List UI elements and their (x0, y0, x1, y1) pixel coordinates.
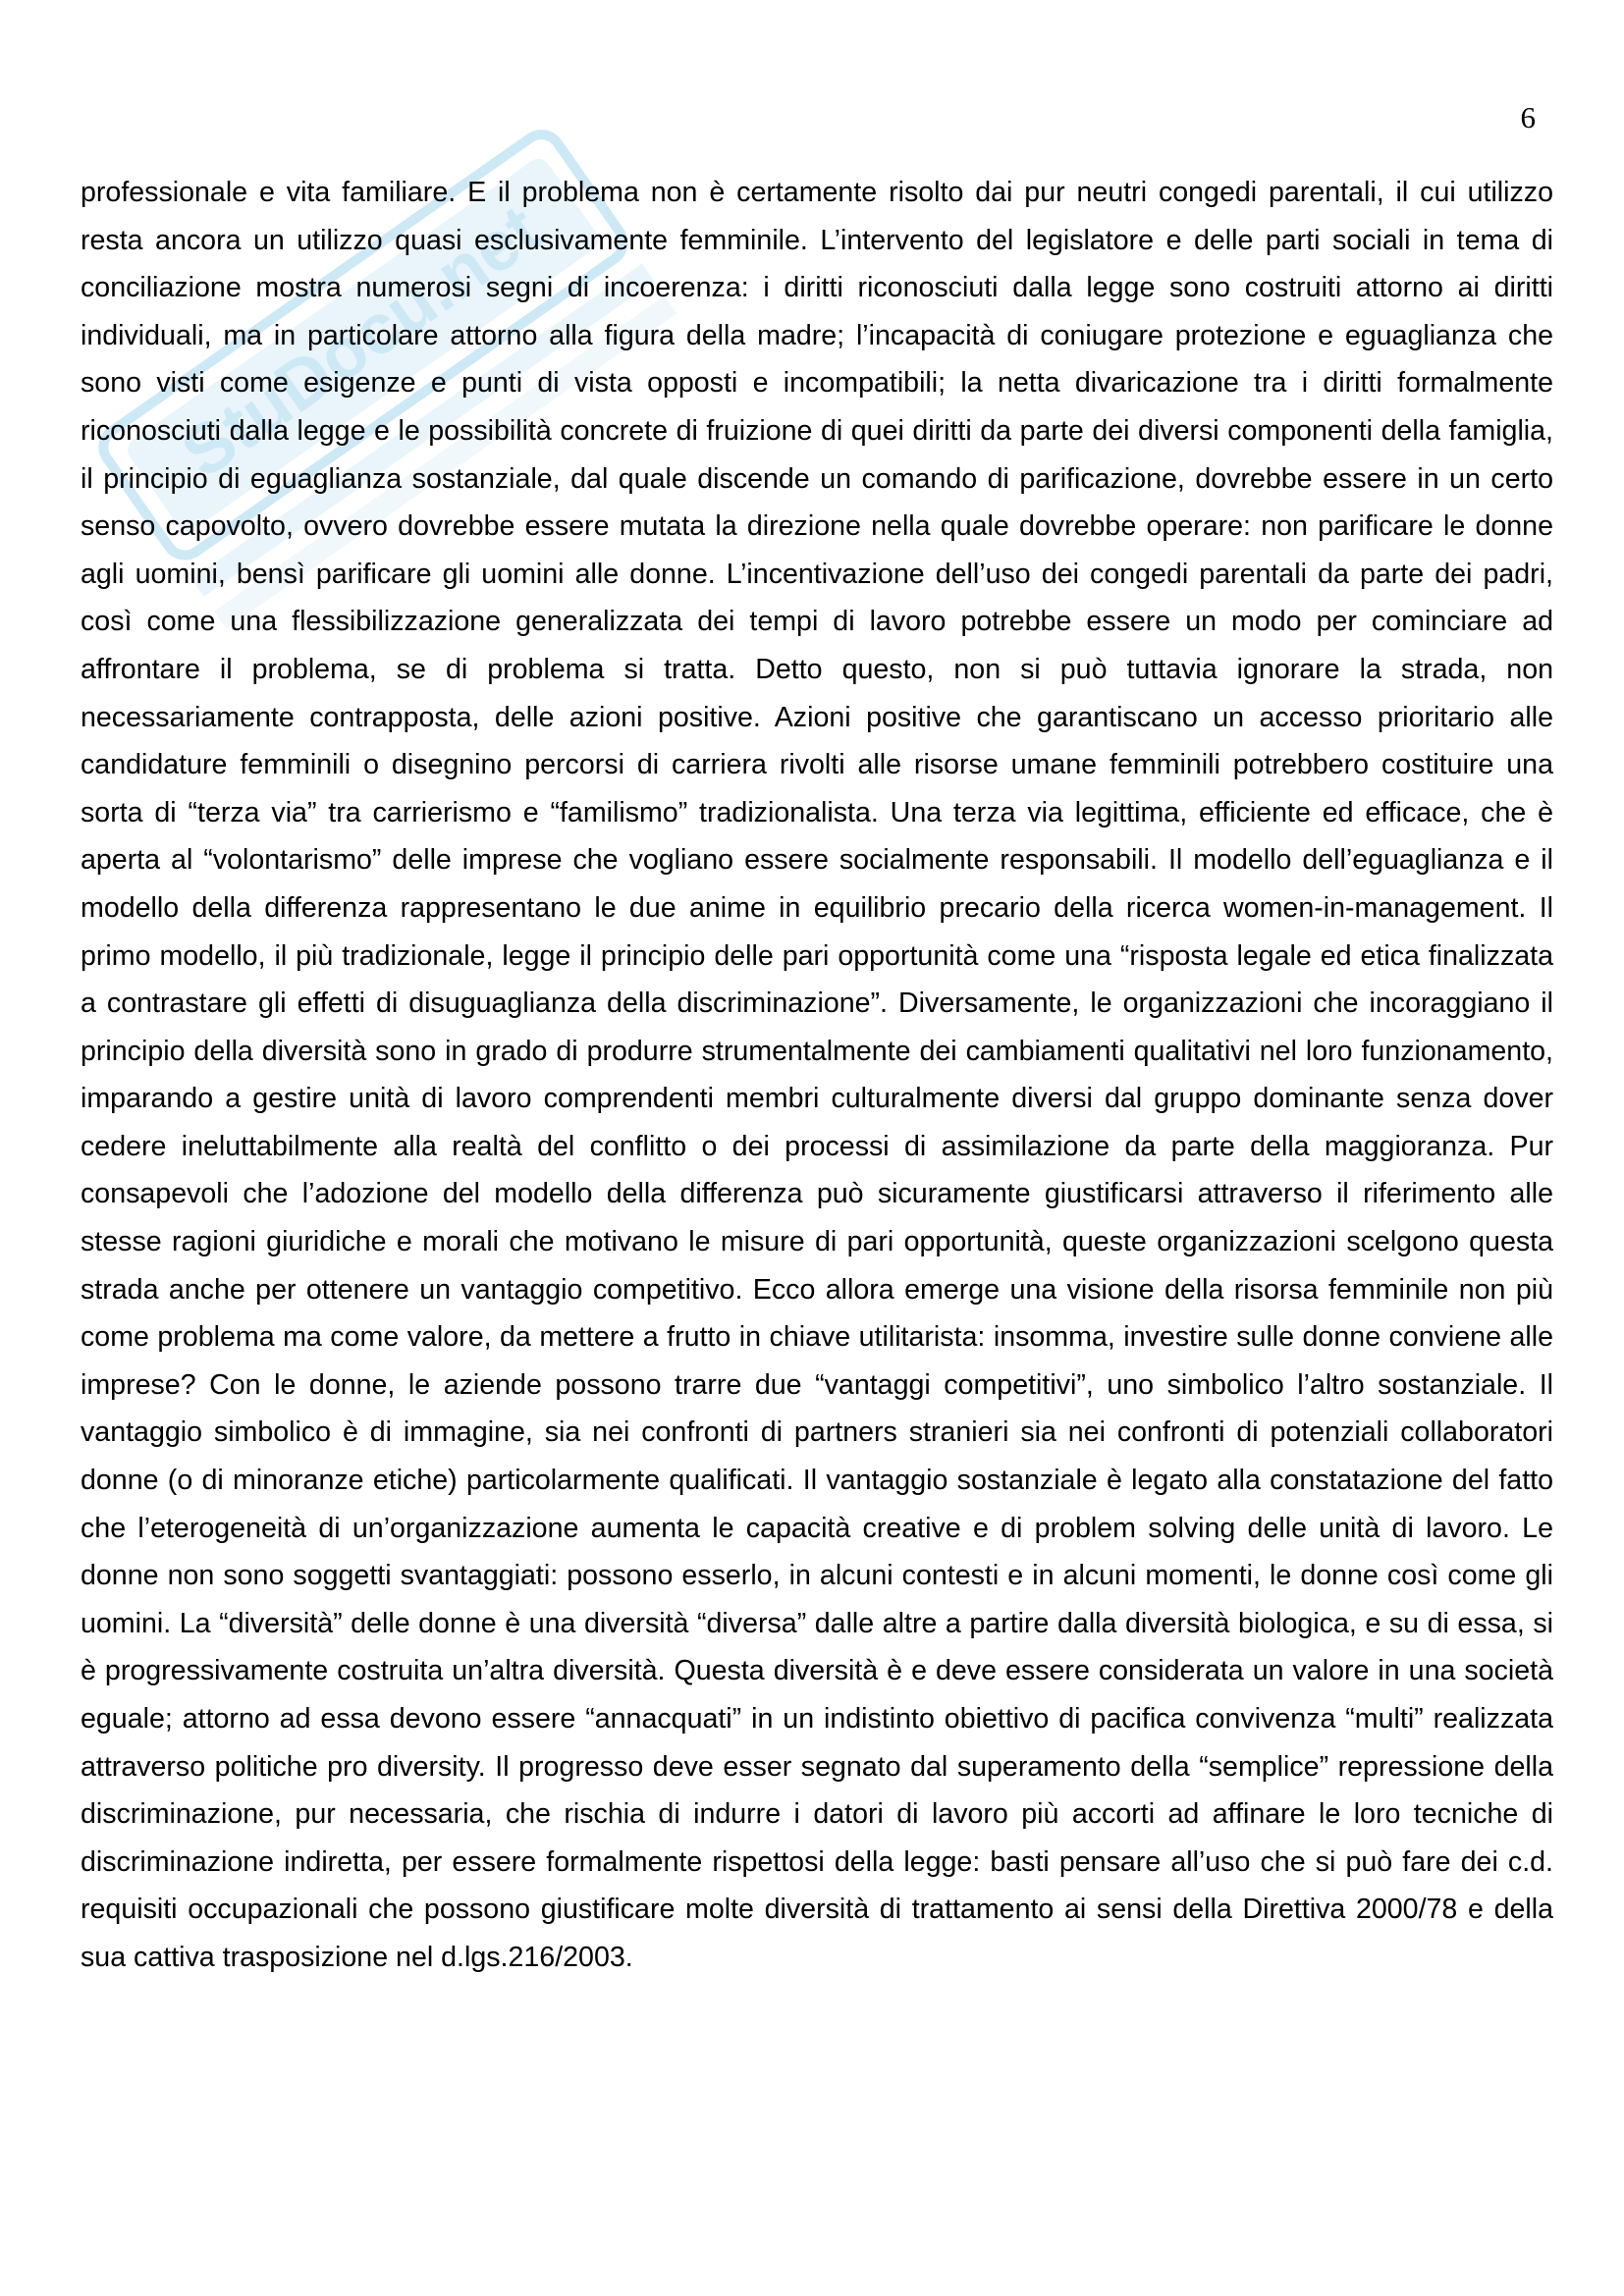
watermark-text: StuDocu.net (168, 189, 555, 494)
page-number: 6 (1520, 100, 1536, 134)
body-paragraph: professionale e vita familiare. E il problema non è certamente risolto dai pur neutri congedi parentali, il cui utilizzo resta ancora un utilizzo quasi esclusivamente femminile. L’intervento del legislatore e delle parti sociali in tema di conciliazione mostra numerosi segni di incoerenza: i diritti riconosciuti dalla legge sono costruiti attorno ai diritti individuali, ma in particolare attorno alla figura della madre; l’incapacità di coniugare protezione e eguaglianza che sono visti come esigenze e punti di vista opposti e incompatibili; la netta divaricazione tra i diritti formalmente riconosciuti dalla legge e le possibilità concrete di fruizione di quei diritti da parte dei diversi componenti della famiglia, il principio di eguaglianza sostanziale, dal quale discende un comando di parificazione, dovrebbe essere in un certo senso capovolto, ovvero dovrebbe essere mutata la direzione nella quale dovrebbe operare: non parificare le donne agli uomini, bensì parificare gli uomini alle donne. L’incentivazione dell’uso dei congedi parentali da parte dei padri, così come una flessibilizzazione generalizzata dei tempi di lavoro potrebbe essere un modo per cominciare ad affrontare il problema, se di problema si tratta. Detto questo, non si può tuttavia ignorare la strada, non necessariamente contrapposta, delle azioni positive. Azioni positive che garantiscano un accesso prioritario alle candidature femminili o disegnino percorsi di carriera rivolti alle risorse umane femminili potrebbero costituire una sorta di “terza via” tra carrierismo e “familismo” tradizionalista. Una terza via legittima, efficiente ed efficace, che è aperta al “volontarismo” delle imprese che vogliano essere socialmente responsabili. Il modello dell’eguaglianza e il modello della differenza rappresentano le due anime in equilibrio precario della ricerca women-in-management. Il primo modello, il più tradizionale, legge il principio delle pari opportunità come una “risposta legale ed etica finalizzata a contrastare gli effetti di disuguaglianza della discriminazione”. Diversamente, le organizzazioni che incoraggiano il principio della diversità sono in grado di produrre strumentalmente dei cambiamenti qualitativi nel loro funzionamento, imparando a gestire unità di lavoro comprendenti membri culturalmente diversi dal gruppo dominante senza dover cedere ineluttabilmente alla realtà del conflitto o dei processi di assimilazione da parte della maggioranza. Pur consapevoli che l’adozione del modello della differenza può sicuramente giustificarsi attraverso il riferimento alle stesse ragioni giuridiche e morali che motivano le misure di pari opportunità, queste organizzazioni scelgono questa strada anche per ottenere un vantaggio competitivo. Ecco allora emerge una visione della risorsa femminile non più come problema ma come valore, da mettere a frutto in chiave utilitarista: insomma, investire sulle donne conviene alle imprese? Con le donne, le aziende possono trarre due “vantaggi competitivi”, uno simbolico l’altro sostanziale. Il vantaggio simbolico è di immagine, sia nei confronti di partners stranieri sia nei confronti di potenziali collaboratori donne (o di minoranze etiche) particolarmente qualificati. Il vantaggio sostanziale è legato alla constatazione del fatto che l’eterogeneità di un’organizzazione aumenta le capacità creative e di problem solving delle unità di lavoro. Le donne non sono soggetti svantaggiati: possono esserlo, in alcuni contesti e in alcuni momenti, le donne così come gli uomini. La “diversità” delle donne è una diversità “diversa” dalle altre a partire dalla diversità biologica, e su di essa, si è progressivamente costruita un’altra diversità. Questa diversità è e deve essere considerata un valore in una società eguale; attorno ad essa devono essere “annacquati” in un indistinto obiettivo di pacifica convivenza “multi” realizzata attraverso politiche pro diversity. Il progresso deve esser segnato dal superamento della “semplice” repressione della discriminazione, pur necessaria, che rischia di indurre i datori di lavoro più accorti ad affinare le loro tecniche di discriminazione indiretta, per essere formalmente rispettosi della legge: basti pensare all’uso che si può fare dei c.d. requisiti occupazionali che possono giustificare molte diversità di trattamento ai sensi della Direttiva 2000/78 e della sua cattiva trasposizione nel d.lgs.216/2003. (81, 177, 1553, 1973)
